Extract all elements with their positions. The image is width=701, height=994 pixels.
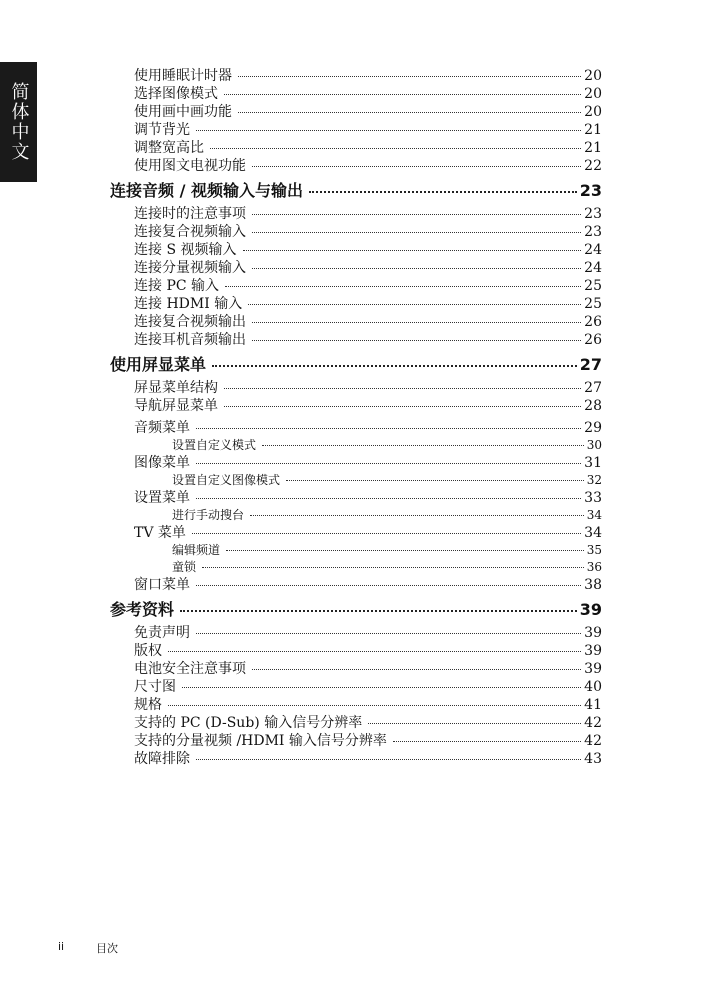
toc-title: 故障排除 xyxy=(134,751,190,767)
toc-page-number: 36 xyxy=(586,560,602,574)
toc-page-number: 31 xyxy=(584,455,602,471)
toc-page-number: 27 xyxy=(584,380,602,396)
toc-section[interactable] xyxy=(110,379,602,397)
toc-title: 设置菜单 xyxy=(134,490,190,506)
toc-page-number: 25 xyxy=(584,296,602,312)
toc-title: 音频菜单 xyxy=(134,420,190,436)
toc-section[interactable] xyxy=(110,259,602,277)
toc-title: 连接 PC 输入 xyxy=(134,278,220,294)
toc-page-number: 23 xyxy=(584,206,602,222)
toc-section[interactable] xyxy=(110,750,602,768)
toc-title: 图像菜单 xyxy=(134,455,190,471)
toc-leader-dots xyxy=(238,76,581,77)
toc-subsection[interactable] xyxy=(110,472,602,489)
toc-page-number: 42 xyxy=(584,733,602,749)
toc-section[interactable] xyxy=(110,277,602,295)
toc-chapter[interactable] xyxy=(110,179,602,203)
toc-leader-dots xyxy=(248,304,581,305)
toc-title: 编辑频道 xyxy=(172,543,221,557)
toc-page-number: 20 xyxy=(584,68,602,84)
toc-section[interactable] xyxy=(110,696,602,714)
toc-page-number: 25 xyxy=(584,278,602,294)
toc-title: 童锁 xyxy=(172,560,197,574)
toc-title: 屏显菜单结构 xyxy=(134,380,218,396)
toc-leader-dots xyxy=(252,340,581,341)
toc-leader-dots xyxy=(252,322,581,323)
toc-title: 连接 S 视频输入 xyxy=(134,242,237,258)
toc-leader-dots xyxy=(224,406,581,407)
toc-title: 导航屏显菜单 xyxy=(134,398,218,414)
toc-leader-dots xyxy=(226,550,584,551)
toc-page-number: 40 xyxy=(584,679,602,695)
toc-section[interactable] xyxy=(110,157,602,175)
toc-page-number: 38 xyxy=(584,577,602,593)
toc-leader-dots xyxy=(212,365,577,367)
toc-title: 版权 xyxy=(134,643,162,659)
toc-page-number: 43 xyxy=(584,751,602,767)
toc-page-number: 28 xyxy=(584,398,602,414)
toc-title: 使用图文电视功能 xyxy=(134,158,246,174)
toc-title: 免责声明 xyxy=(134,625,190,641)
toc-title: 连接 HDMI 输入 xyxy=(134,296,243,312)
toc-page-number: 22 xyxy=(584,158,602,174)
toc-section[interactable] xyxy=(110,313,602,331)
toc-title: 连接分量视频输入 xyxy=(134,260,246,276)
toc-page-number: 39 xyxy=(579,600,602,619)
toc-section[interactable] xyxy=(110,295,602,313)
toc-leader-dots xyxy=(168,705,581,706)
toc-section[interactable] xyxy=(110,223,602,241)
toc-subsection[interactable] xyxy=(110,507,602,524)
toc-section[interactable] xyxy=(110,624,602,642)
footer-label: 目次 xyxy=(96,942,118,955)
page-footer xyxy=(0,940,701,956)
toc-leader-dots xyxy=(393,741,581,742)
toc-title: 进行手动搜台 xyxy=(172,508,245,522)
toc-section[interactable] xyxy=(110,241,602,259)
toc-title: 窗口菜单 xyxy=(134,577,190,593)
toc-leader-dots xyxy=(196,498,581,499)
toc-page-number: 29 xyxy=(584,420,602,436)
toc-leader-dots xyxy=(252,669,581,670)
toc-section[interactable] xyxy=(110,732,602,750)
toc-title: 使用睡眠计时器 xyxy=(134,68,232,84)
toc-page-number: 39 xyxy=(584,625,602,641)
toc-section[interactable] xyxy=(110,660,602,678)
toc-title: 规格 xyxy=(134,697,162,713)
toc-page-number: 41 xyxy=(584,697,602,713)
toc-leader-dots xyxy=(252,268,581,269)
toc-section[interactable] xyxy=(110,67,602,85)
toc-leader-dots xyxy=(180,610,577,612)
toc-leader-dots xyxy=(202,567,584,568)
toc-leader-dots xyxy=(243,250,582,251)
toc-chapter[interactable] xyxy=(110,598,602,622)
toc-section[interactable] xyxy=(110,205,602,223)
toc-subsection[interactable] xyxy=(110,437,602,454)
table-of-contents xyxy=(110,67,602,768)
toc-section[interactable] xyxy=(110,576,602,594)
toc-page-number: 35 xyxy=(586,543,602,557)
toc-leader-dots xyxy=(224,388,581,389)
toc-title: TV 菜单 xyxy=(134,525,186,541)
toc-page-number: 33 xyxy=(584,490,602,506)
toc-title: 选择图像模式 xyxy=(134,86,218,102)
toc-page-number: 24 xyxy=(584,260,602,276)
footer-page-number: ii xyxy=(58,940,65,953)
toc-page-number: 20 xyxy=(584,104,602,120)
toc-title: 连接音频 / 视频输入与输出 xyxy=(110,181,303,200)
toc-page-number: 34 xyxy=(586,508,602,522)
toc-title: 连接复合视频输出 xyxy=(134,314,246,330)
toc-leader-dots xyxy=(192,533,581,534)
language-tab: 简体中文 xyxy=(0,62,37,182)
toc-title: 调节背光 xyxy=(134,122,190,138)
toc-section[interactable] xyxy=(110,454,602,472)
toc-title: 参考资料 xyxy=(110,600,175,619)
toc-page-number: 20 xyxy=(584,86,602,102)
toc-section[interactable] xyxy=(110,714,602,732)
toc-leader-dots xyxy=(196,130,581,131)
toc-page-number: 34 xyxy=(584,525,602,541)
toc-page-number: 21 xyxy=(584,140,602,156)
toc-section[interactable] xyxy=(110,85,602,103)
toc-page-number: 39 xyxy=(584,643,602,659)
toc-section[interactable] xyxy=(110,103,602,121)
toc-page-number: 26 xyxy=(584,332,602,348)
toc-title: 使用屏显菜单 xyxy=(110,355,207,374)
toc-page-number: 39 xyxy=(584,661,602,677)
toc-title: 尺寸图 xyxy=(134,679,176,695)
toc-section[interactable] xyxy=(110,642,602,660)
toc-leader-dots xyxy=(368,723,581,724)
toc-leader-dots xyxy=(196,585,581,586)
toc-section[interactable] xyxy=(110,397,602,415)
toc-section[interactable] xyxy=(110,678,602,696)
toc-leader-dots xyxy=(196,759,581,760)
toc-subsection[interactable] xyxy=(110,559,602,576)
toc-leader-dots xyxy=(224,94,581,95)
toc-leader-dots xyxy=(238,112,581,113)
toc-leader-dots xyxy=(262,445,584,446)
toc-title: 支持的分量视频 /HDMI 输入信号分辨率 xyxy=(134,733,387,749)
toc-leader-dots xyxy=(252,232,581,233)
toc-section[interactable] xyxy=(110,489,602,507)
toc-section[interactable] xyxy=(110,419,602,437)
toc-leader-dots xyxy=(196,428,581,429)
toc-title: 连接耳机音频输出 xyxy=(134,332,246,348)
toc-section[interactable] xyxy=(110,524,602,542)
toc-page-number: 26 xyxy=(584,314,602,330)
toc-title: 电池安全注意事项 xyxy=(134,661,246,677)
toc-section[interactable] xyxy=(110,331,602,349)
toc-leader-dots xyxy=(210,148,581,149)
toc-title: 连接时的注意事项 xyxy=(134,206,246,222)
toc-page-number: 27 xyxy=(579,355,602,374)
toc-title: 调整宽高比 xyxy=(134,140,204,156)
toc-page-number: 21 xyxy=(584,122,602,138)
toc-leader-dots xyxy=(252,166,581,167)
toc-section[interactable] xyxy=(110,121,602,139)
toc-leader-dots xyxy=(250,515,584,516)
toc-page-number: 42 xyxy=(584,715,602,731)
toc-page-number: 32 xyxy=(586,473,602,487)
toc-leader-dots xyxy=(168,651,581,652)
toc-title: 支持的 PC (D-Sub) 输入信号分辨率 xyxy=(134,715,363,731)
toc-section[interactable] xyxy=(110,139,602,157)
toc-leader-dots xyxy=(182,687,581,688)
toc-leader-dots xyxy=(225,286,581,287)
toc-leader-dots xyxy=(196,463,581,464)
toc-title: 设置自定义图像模式 xyxy=(172,473,281,487)
toc-leader-dots xyxy=(252,214,581,215)
toc-title: 连接复合视频输入 xyxy=(134,224,246,240)
toc-title: 设置自定义模式 xyxy=(172,438,257,452)
toc-page-number: 23 xyxy=(579,181,602,200)
toc-title: 使用画中画功能 xyxy=(134,104,232,120)
toc-page-number: 30 xyxy=(586,438,602,452)
toc-chapter[interactable] xyxy=(110,353,602,377)
toc-leader-dots xyxy=(286,480,584,481)
toc-subsection[interactable] xyxy=(110,542,602,559)
toc-page-number: 23 xyxy=(584,224,602,240)
toc-leader-dots xyxy=(196,633,581,634)
toc-leader-dots xyxy=(309,191,577,193)
toc-page-number: 24 xyxy=(584,242,602,258)
